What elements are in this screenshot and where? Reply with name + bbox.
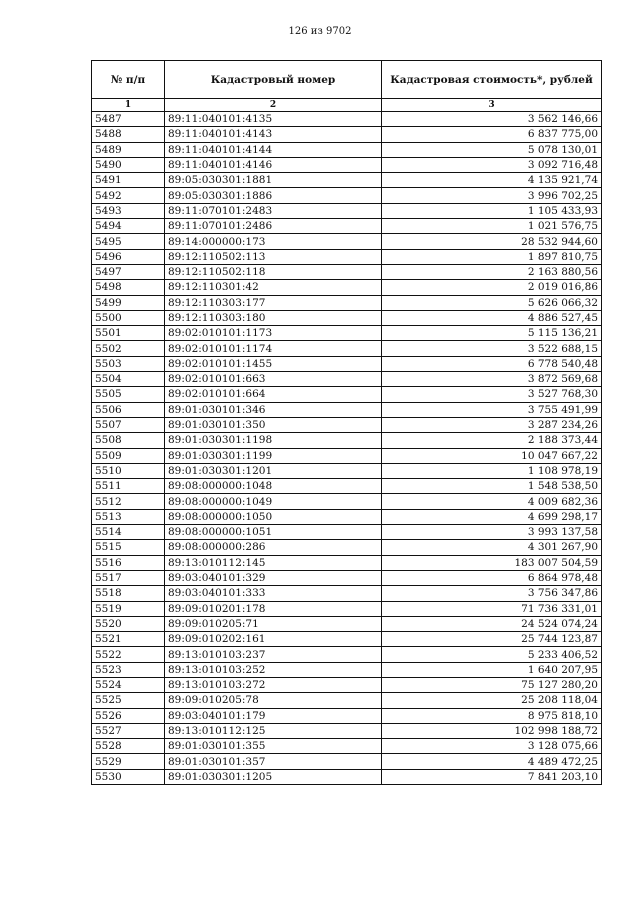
- cadastral-number-cell: 89:03:040101:179: [165, 708, 382, 723]
- table-row: [92, 647, 602, 662]
- table-row: [92, 310, 602, 325]
- cadastral-number-cell: 89:01:030301:1198: [165, 433, 382, 448]
- row-number-cell: 5502: [92, 341, 165, 356]
- table-row: [92, 739, 602, 754]
- cadastral-value-cell: 4 135 921,74: [382, 173, 602, 188]
- cadastral-number-cell: 89:09:010205:71: [165, 616, 382, 631]
- cadastral-value-cell: 3 092 716,48: [382, 157, 602, 172]
- cadastral-number-cell: 89:13:010103:272: [165, 677, 382, 692]
- cadastral-number-cell: 89:13:010112:125: [165, 723, 382, 738]
- cadastral-number-cell: 89:01:030101:350: [165, 417, 382, 432]
- table-row: [92, 280, 602, 295]
- column-number-3: 3: [382, 99, 602, 112]
- cadastral-number-cell: 89:11:070101:2486: [165, 219, 382, 234]
- row-number-cell: 5527: [92, 723, 165, 738]
- cadastral-number-cell: 89:12:110303:177: [165, 295, 382, 310]
- page-number-header: 126 из 9702: [288, 26, 352, 37]
- row-number-cell: 5505: [92, 387, 165, 402]
- table-row: [92, 264, 602, 279]
- row-number-cell: 5491: [92, 173, 165, 188]
- cadastral-number-cell: 89:12:110502:118: [165, 264, 382, 279]
- cadastral-value-cell: 3 996 702,25: [382, 188, 602, 203]
- table-row: [92, 463, 602, 478]
- cadastral-value-cell: 4 699 298,17: [382, 509, 602, 524]
- cadastral-value-cell: 3 128 075,66: [382, 739, 602, 754]
- cadastral-value-cell: 2 163 880,56: [382, 264, 602, 279]
- cadastral-value-cell: 28 532 944,60: [382, 234, 602, 249]
- table-row: [92, 662, 602, 677]
- row-number-cell: 5529: [92, 754, 165, 769]
- table-body: [92, 112, 602, 785]
- cadastral-value-cell: 1 021 576,75: [382, 219, 602, 234]
- cadastral-value-cell: 6 837 775,00: [382, 127, 602, 142]
- table-row: [92, 723, 602, 738]
- cadastral-number-cell: 89:02:010101:1174: [165, 341, 382, 356]
- row-number-cell: 5488: [92, 127, 165, 142]
- table-row: [92, 433, 602, 448]
- row-number-cell: 5503: [92, 356, 165, 371]
- cadastral-value-cell: 6 864 978,48: [382, 570, 602, 585]
- table-row: [92, 142, 602, 157]
- row-number-cell: 5516: [92, 555, 165, 570]
- row-number-cell: 5514: [92, 525, 165, 540]
- table-row: [92, 219, 602, 234]
- cadastral-number-cell: 89:05:030301:1886: [165, 188, 382, 203]
- table-row: [92, 249, 602, 264]
- table-row: [92, 479, 602, 494]
- row-number-cell: 5487: [92, 112, 165, 127]
- cadastral-number-cell: 89:13:010112:145: [165, 555, 382, 570]
- table-row: [92, 586, 602, 601]
- cadastral-number-cell: 89:11:040101:4146: [165, 157, 382, 172]
- cadastral-number-cell: 89:05:030301:1881: [165, 173, 382, 188]
- cadastral-value-cell: 1 640 207,95: [382, 662, 602, 677]
- table-row: [92, 326, 602, 341]
- row-number-cell: 5493: [92, 203, 165, 218]
- row-number-cell: 5528: [92, 739, 165, 754]
- table-row: [92, 372, 602, 387]
- cadastral-number-cell: 89:12:110502:113: [165, 249, 382, 264]
- cadastral-number-cell: 89:08:000000:1049: [165, 494, 382, 509]
- cadastral-value-cell: 2 019 016,86: [382, 280, 602, 295]
- cadastral-number-cell: 89:08:000000:1048: [165, 479, 382, 494]
- cadastral-number-cell: 89:13:010103:252: [165, 662, 382, 677]
- row-number-cell: 5490: [92, 157, 165, 172]
- cadastral-number-cell: 89:02:010101:664: [165, 387, 382, 402]
- row-number-cell: 5513: [92, 509, 165, 524]
- cadastral-number-cell: 89:08:000000:1051: [165, 525, 382, 540]
- cadastral-value-cell: 3 522 688,15: [382, 341, 602, 356]
- table-row: [92, 448, 602, 463]
- cadastral-number-cell: 89:01:030301:1201: [165, 463, 382, 478]
- cadastral-value-cell: 25 208 118,04: [382, 693, 602, 708]
- row-number-cell: 5504: [92, 372, 165, 387]
- column-number-2: 2: [165, 99, 382, 112]
- cadastral-number-cell: 89:01:030301:1199: [165, 448, 382, 463]
- cadastral-number-cell: 89:02:010101:1455: [165, 356, 382, 371]
- table-row: [92, 693, 602, 708]
- cadastral-value-cell: 5 115 136,21: [382, 326, 602, 341]
- cadastral-value-cell: 3 993 137,58: [382, 525, 602, 540]
- cadastral-value-cell: 1 105 433,93: [382, 203, 602, 218]
- cadastral-number-cell: 89:01:030101:355: [165, 739, 382, 754]
- row-number-cell: 5494: [92, 219, 165, 234]
- row-number-cell: 5526: [92, 708, 165, 723]
- cadastral-value-cell: 1 548 538,50: [382, 479, 602, 494]
- table-row: [92, 402, 602, 417]
- row-number-cell: 5520: [92, 616, 165, 631]
- row-number-cell: 5507: [92, 417, 165, 432]
- table-row: [92, 387, 602, 402]
- cadastral-number-cell: 89:09:010201:178: [165, 601, 382, 616]
- cadastral-value-cell: 5 233 406,52: [382, 647, 602, 662]
- cadastral-number-cell: 89:08:000000:286: [165, 540, 382, 555]
- cadastral-number-cell: 89:12:110301:42: [165, 280, 382, 295]
- table-row: [92, 570, 602, 585]
- header-row: [92, 61, 602, 99]
- cadastral-number-cell: 89:03:040101:329: [165, 570, 382, 585]
- table-row: [92, 341, 602, 356]
- cadastral-value-cell: 1 897 810,75: [382, 249, 602, 264]
- row-number-cell: 5508: [92, 433, 165, 448]
- cadastral-value-table: [91, 60, 602, 785]
- row-number-cell: 5522: [92, 647, 165, 662]
- cadastral-value-cell: 102 998 188,72: [382, 723, 602, 738]
- row-number-cell: 5525: [92, 693, 165, 708]
- cadastral-value-cell: 24 524 074,24: [382, 616, 602, 631]
- cadastral-number-cell: 89:09:010205:78: [165, 693, 382, 708]
- table-row: [92, 234, 602, 249]
- cadastral-value-cell: 2 188 373,44: [382, 433, 602, 448]
- row-number-cell: 5530: [92, 769, 165, 784]
- cadastral-value-cell: 8 975 818,10: [382, 708, 602, 723]
- cadastral-value-cell: 183 007 504,59: [382, 555, 602, 570]
- row-number-cell: 5498: [92, 280, 165, 295]
- header-row-number: № п/п: [92, 61, 165, 99]
- cadastral-number-cell: 89:11:070101:2483: [165, 203, 382, 218]
- cadastral-value-cell: 4 886 527,45: [382, 310, 602, 325]
- table-row: [92, 173, 602, 188]
- table-row: [92, 525, 602, 540]
- row-number-cell: 5489: [92, 142, 165, 157]
- cadastral-value-cell: 3 562 146,66: [382, 112, 602, 127]
- cadastral-number-cell: 89:11:040101:4135: [165, 112, 382, 127]
- table-row: [92, 601, 602, 616]
- cadastral-value-cell: 3 527 768,30: [382, 387, 602, 402]
- table-row: [92, 203, 602, 218]
- row-number-cell: 5495: [92, 234, 165, 249]
- cadastral-number-cell: 89:02:010101:663: [165, 372, 382, 387]
- cadastral-value-cell: 4 301 267,90: [382, 540, 602, 555]
- cadastral-number-cell: 89:11:040101:4143: [165, 127, 382, 142]
- table-row: [92, 188, 602, 203]
- cadastral-number-cell: 89:09:010202:161: [165, 632, 382, 647]
- row-number-cell: 5512: [92, 494, 165, 509]
- cadastral-number-cell: 89:01:030101:346: [165, 402, 382, 417]
- cadastral-value-cell: 10 047 667,22: [382, 448, 602, 463]
- table-row: [92, 494, 602, 509]
- cadastral-number-cell: 89:01:030301:1205: [165, 769, 382, 784]
- column-number-1: 1: [92, 99, 165, 112]
- row-number-cell: 5517: [92, 570, 165, 585]
- row-number-cell: 5500: [92, 310, 165, 325]
- header-cadastral-value: Кадастровая стоимость*, рублей: [382, 61, 602, 99]
- cadastral-number-cell: 89:03:040101:333: [165, 586, 382, 601]
- row-number-cell: 5523: [92, 662, 165, 677]
- table-row: [92, 708, 602, 723]
- table-row: [92, 127, 602, 142]
- row-number-cell: 5501: [92, 326, 165, 341]
- column-number-row: [92, 99, 602, 112]
- table-row: [92, 295, 602, 310]
- table-header: [92, 61, 602, 112]
- table-row: [92, 157, 602, 172]
- cadastral-value-cell: 3 287 234,26: [382, 417, 602, 432]
- cadastral-number-cell: 89:12:110303:180: [165, 310, 382, 325]
- table-row: [92, 616, 602, 631]
- row-number-cell: 5492: [92, 188, 165, 203]
- row-number-cell: 5509: [92, 448, 165, 463]
- table-row: [92, 540, 602, 555]
- table-row: [92, 356, 602, 371]
- cadastral-value-cell: 5 626 066,32: [382, 295, 602, 310]
- row-number-cell: 5496: [92, 249, 165, 264]
- cadastral-number-cell: 89:11:040101:4144: [165, 142, 382, 157]
- row-number-cell: 5497: [92, 264, 165, 279]
- table-row: [92, 509, 602, 524]
- row-number-cell: 5515: [92, 540, 165, 555]
- cadastral-number-cell: 89:13:010103:237: [165, 647, 382, 662]
- row-number-cell: 5519: [92, 601, 165, 616]
- table-row: [92, 555, 602, 570]
- table-row: [92, 754, 602, 769]
- header-cadastral-number: Кадастровый номер: [165, 61, 382, 99]
- row-number-cell: 5524: [92, 677, 165, 692]
- row-number-cell: 5521: [92, 632, 165, 647]
- table-row: [92, 769, 602, 784]
- cadastral-value-cell: 4 489 472,25: [382, 754, 602, 769]
- cadastral-number-cell: 89:08:000000:1050: [165, 509, 382, 524]
- table-row: [92, 112, 602, 127]
- cadastral-value-cell: 3 756 347,86: [382, 586, 602, 601]
- cadastral-number-cell: 89:02:010101:1173: [165, 326, 382, 341]
- cadastral-value-cell: 7 841 203,10: [382, 769, 602, 784]
- cadastral-value-cell: 5 078 130,01: [382, 142, 602, 157]
- cadastral-value-cell: 71 736 331,01: [382, 601, 602, 616]
- cadastral-value-cell: 25 744 123,87: [382, 632, 602, 647]
- cadastral-value-cell: 75 127 280,20: [382, 677, 602, 692]
- cadastral-value-cell: 1 108 978,19: [382, 463, 602, 478]
- row-number-cell: 5518: [92, 586, 165, 601]
- cadastral-value-cell: 4 009 682,36: [382, 494, 602, 509]
- table-row: [92, 632, 602, 647]
- cadastral-number-cell: 89:01:030101:357: [165, 754, 382, 769]
- cadastral-number-cell: 89:14:000000:173: [165, 234, 382, 249]
- row-number-cell: 5499: [92, 295, 165, 310]
- row-number-cell: 5510: [92, 463, 165, 478]
- table-row: [92, 417, 602, 432]
- cadastral-value-cell: 3 755 491,99: [382, 402, 602, 417]
- row-number-cell: 5506: [92, 402, 165, 417]
- table-row: [92, 677, 602, 692]
- row-number-cell: 5511: [92, 479, 165, 494]
- cadastral-value-cell: 3 872 569,68: [382, 372, 602, 387]
- cadastral-value-cell: 6 778 540,48: [382, 356, 602, 371]
